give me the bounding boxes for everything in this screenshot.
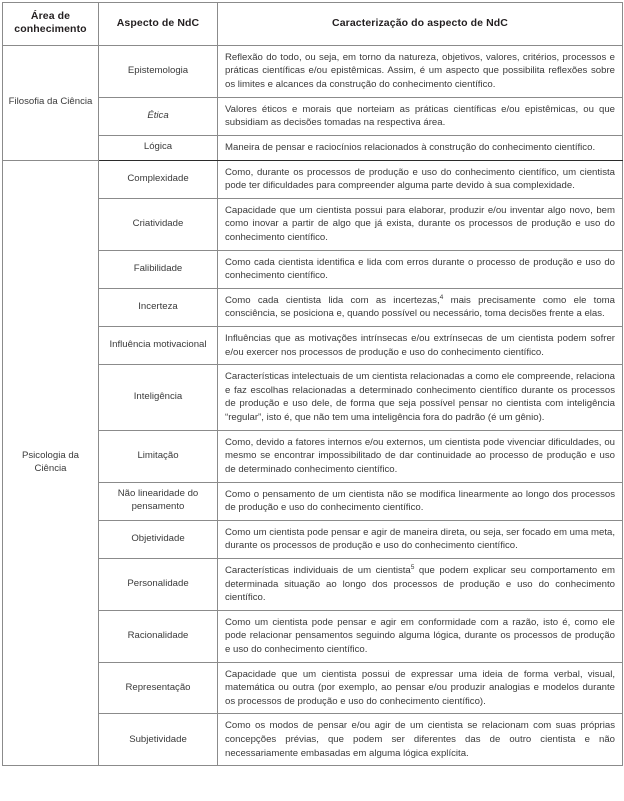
table-header — [3, 3, 623, 46]
characterization-cell: Reflexão do todo, ou seja, em torno da natureza, objetivos, valores, critérios, processos e práticas científicas e/ou epistêmicas. Assim, é um aspecto que possibilita reflexões sobre os limites e alcances da construção do conhecimento científico. — [218, 45, 623, 97]
aspect-cell: Inteligência — [99, 365, 218, 430]
footnote-marker: 5 — [410, 563, 415, 571]
area-cell: Psicologia da Ciência — [3, 160, 99, 766]
characterization-cell: Como, devido a fatores internos e/ou externos, um cientista pode vivenciar dificuldades, ou mesmo se encontrar impossibilitado de dar continuidade ao processo de produção e uso de determinado conhecimento científico. — [218, 430, 623, 482]
characterization-cell: Características individuais de um cientista$^5$ que podem explicar seu comportamento em determinada situação ao longo dos processos de produção e uso do conhecimento científico. — [218, 558, 623, 610]
column-header-characterization: Caracterização do aspecto de NdC — [218, 3, 623, 46]
column-header-aspect: Aspecto de NdC — [99, 3, 218, 46]
header-row — [3, 3, 623, 46]
characterization-cell: Capacidade que um cientista possui para elaborar, produzir e/ou inventar algo novo, bem como inovar a partir de algo que já exista, durante os processos de produção e uso do conhecimento científico. — [218, 198, 623, 250]
aspect-cell: Personalidade — [99, 558, 218, 610]
aspect-cell: Racionalidade — [99, 610, 218, 662]
characterization-cell: Como cada cientista lida com as incertezas,$^4$ mais precisamente como ele toma consciência, se posiciona e, quando possível ou necessário, toma decisões frente a elas. — [218, 288, 623, 326]
characterization-cell: Influências que as motivações intrínsecas e/ou extrínsecas de um cientista podem sofrer e/ou exercer nos processos de produção e uso do conhecimento científico. — [218, 327, 623, 365]
characterization-cell: Como o pensamento de um cientista não se modifica linearmente ao longo dos processos de produção e uso do conhecimento científico. — [218, 482, 623, 520]
aspect-cell: Limitação — [99, 430, 218, 482]
ndc-aspects-table — [2, 2, 623, 766]
aspect-cell: Falibilidade — [99, 250, 218, 288]
footnote-marker: 4 — [439, 293, 444, 301]
aspect-cell: Incerteza — [99, 288, 218, 326]
characterization-cell: Características intelectuais de um cientista relacionadas a como ele compreende, relaciona e faz escolhas relacionadas a determinado conhecimento científico durante os processos de produção e uso dele, de forma que seja possível pensar no cientista com inteligência “regular”, isto é, que não tem uma inteligência fora do padrão (é um gênio). — [218, 365, 623, 430]
aspect-cell: Lógica — [99, 135, 218, 160]
characterization-cell: Como um cientista pode pensar e agir em conformidade com a razão, isto é, como ele pode relacionar pensamentos seguindo alguma lógica, durante os processos de produção e uso do conhecimento científico. — [218, 610, 623, 662]
aspect-cell: Não linearidade do pensamento — [99, 482, 218, 520]
table-row — [3, 45, 623, 97]
characterization-cell: Valores éticos e morais que norteiam as práticas científicas e/ou epistêmicas, ou que subsidiam as decisões tomadas na respectiva área. — [218, 97, 623, 135]
aspect-cell: Subjetividade — [99, 714, 218, 766]
characterization-cell: Maneira de pensar e raciocínios relacionados à construção do conhecimento científico. — [218, 135, 623, 160]
area-cell: Filosofia da Ciência — [3, 45, 99, 160]
aspect-label-italic: Ética — [147, 109, 169, 121]
aspect-cell: Criatividade — [99, 198, 218, 250]
aspect-cell: Influência motivacional — [99, 327, 218, 365]
column-header-area: Área de conhecimento — [3, 3, 99, 46]
aspect-cell: Objetividade — [99, 520, 218, 558]
aspect-cell: Representação — [99, 662, 218, 714]
characterization-cell: Capacidade que um cientista possui de expressar uma ideia de forma verbal, visual, matemática ou outra (por exemplo, ao pensar e/ou produzir analogias e modelos durante os processos de produção e uso do conhecimento científico). — [218, 662, 623, 714]
aspect-cell: Complexidade — [99, 160, 218, 198]
aspect-cell — [99, 97, 218, 135]
table-row — [3, 160, 623, 198]
characterization-cell: Como um cientista pode pensar e agir de maneira direta, ou seja, ser focado em uma meta, durante os processos de produção e uso do conhecimento científico. — [218, 520, 623, 558]
characterization-cell: Como cada cientista identifica e lida com erros durante o processo de produção e uso do conhecimento científico. — [218, 250, 623, 288]
characterization-cell: Como, durante os processos de produção e uso do conhecimento científico, um cientista pode ter dificuldades para compreender alguma parte devido à sua complexidade. — [218, 160, 623, 198]
aspect-cell: Epistemologia — [99, 45, 218, 97]
characterization-cell: Como os modos de pensar e/ou agir de um cientista se relacionam com suas próprias concepções prévias, que podem ser diferentes das de outro cientista e não necessariamente embasadas em alguma lógica explícita. — [218, 714, 623, 766]
table-body — [3, 45, 623, 765]
